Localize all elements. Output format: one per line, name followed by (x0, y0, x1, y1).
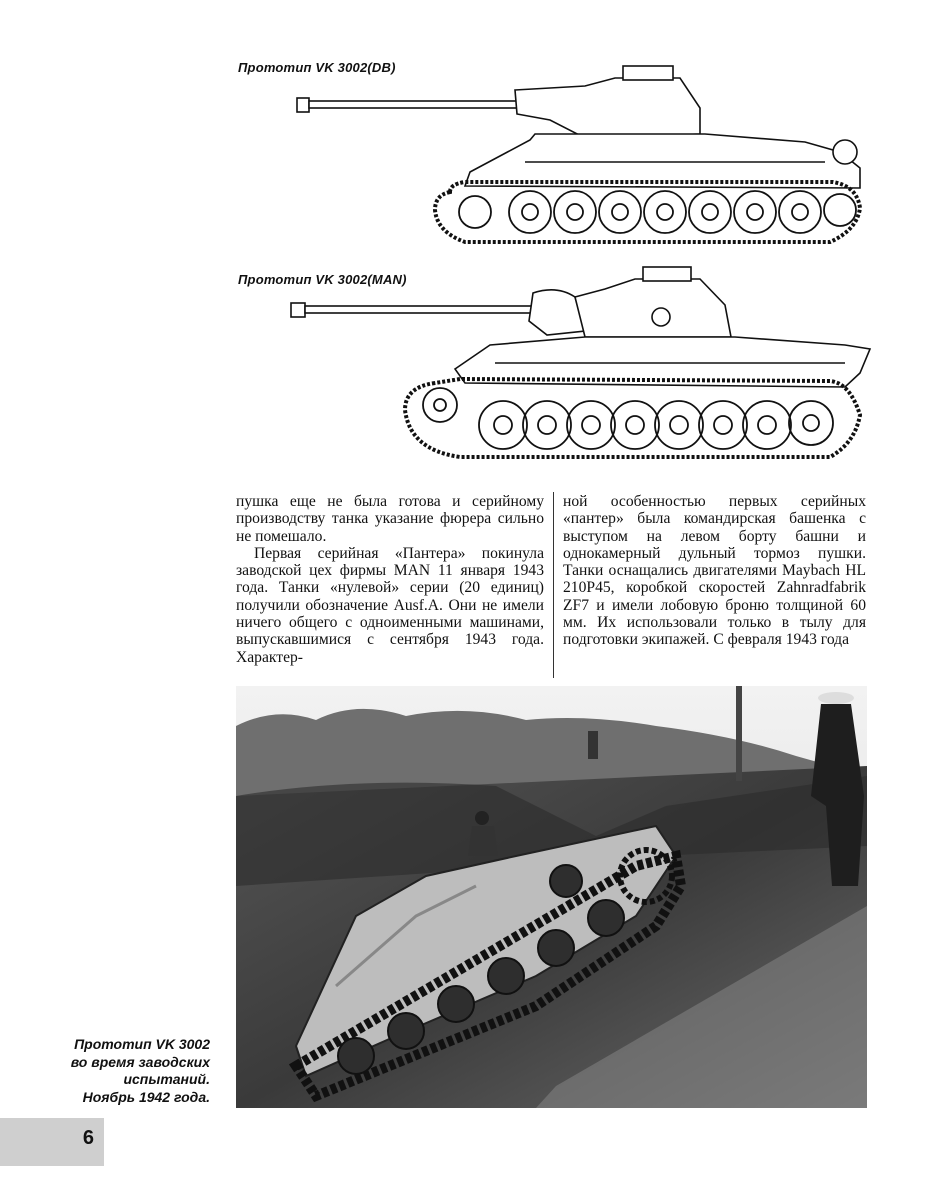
page-number-box (0, 1118, 104, 1166)
tank-drawing-vk3002-man (285, 265, 885, 473)
prototype-test-photo (236, 686, 867, 1108)
text-column-left (236, 493, 544, 666)
page-number: 6 (82, 1127, 94, 1149)
photo-caption-line: Прототип VK 3002 (74, 1036, 210, 1052)
column-divider (553, 492, 554, 678)
text-column-right (563, 493, 866, 649)
drawing-caption-vk3002-man: Прототип VK 3002(MAN) (238, 272, 407, 287)
paragraph: Первая серийная «Пантера» покинула заводской цех фирмы MAN 11 января 1943 года. Танки «нулевой» серии (20 единиц) получили обозначение Ausf.A. Они не имели ничего общего с одноименными машинами, выпускавшимися с сентября 1943 года. Характер- (236, 544, 544, 666)
drawing-caption-vk3002-db: Прототип VK 3002(DB) (238, 60, 396, 75)
photo-caption (20, 1036, 210, 1106)
photo-caption-line: во время заводских (70, 1053, 210, 1070)
paragraph: ной особенностью первых серийных «пантер» была командирская башенка с выступом на левом борту башни и однокамерный дульный тормоз пушки. Танки оснащались двигателями Maybach HL 210P45, коробкой скоростей Zahnradfabrik ZF7 и имели лобовую броню толщиной 60 мм. Их использовали только в тылу для подготовки экипажей. С февраля 1943 года (563, 493, 866, 649)
paragraph: пушка еще не была готова и серийному производству танка указание фюрера сильно не помешало. (236, 493, 544, 545)
photo-caption-line: Ноябрь 1942 года. (82, 1088, 210, 1105)
photo-caption-line: испытаний. (123, 1071, 210, 1087)
tank-drawing-vk3002-db (285, 60, 885, 265)
